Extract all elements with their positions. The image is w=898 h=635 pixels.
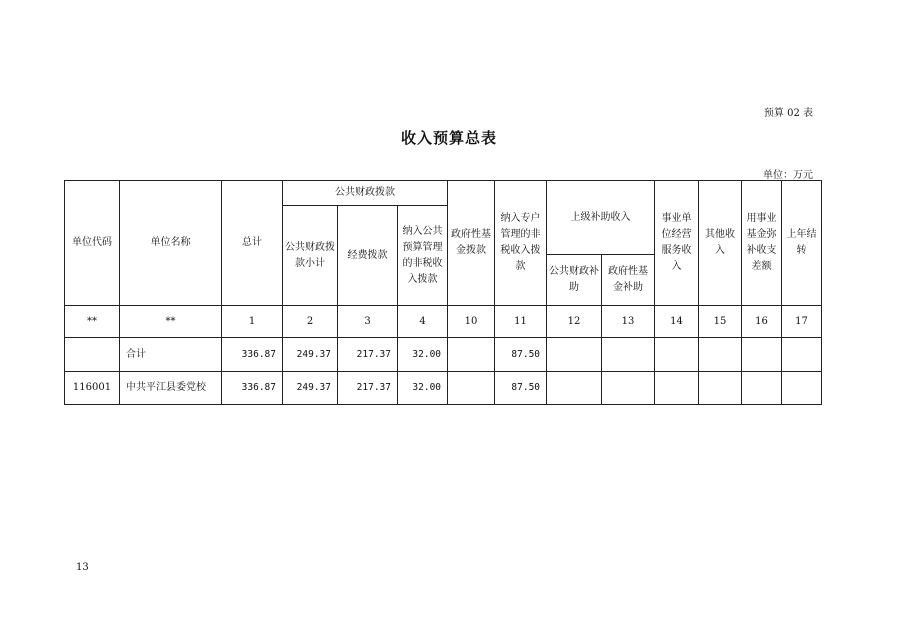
cell-ug-fund — [602, 372, 655, 405]
cell-pf-nontax: 32.00 — [398, 372, 448, 405]
index-cell: 3 — [338, 306, 398, 338]
cell-pf-nontax: 32.00 — [398, 338, 448, 372]
header-pf-subtotal: 公共财政拨款小计 — [283, 206, 338, 306]
index-cell: ** — [120, 306, 222, 338]
index-cell: 11 — [495, 306, 547, 338]
header-upper-grant: 上级补助收入 — [547, 181, 655, 255]
header-special-nontax: 纳入专户管理的非税收入拨款 — [495, 181, 547, 306]
page-number: 13 — [76, 562, 89, 573]
cell-gov-fund — [448, 338, 495, 372]
cell-ug-public — [547, 338, 602, 372]
header-other-income: 其他收入 — [699, 181, 742, 306]
header-carryover: 上年结转 — [782, 181, 822, 306]
cell-pf-subtotal: 249.37 — [283, 372, 338, 405]
cell-carryover — [782, 338, 822, 372]
index-cell: 14 — [655, 306, 699, 338]
index-cell: 2 — [283, 306, 338, 338]
cell-special-nontax: 87.50 — [495, 372, 547, 405]
header-gov-fund: 政府性基金拨款 — [448, 181, 495, 306]
index-cell: 4 — [398, 306, 448, 338]
index-cell: ** — [65, 306, 120, 338]
index-cell: 12 — [547, 306, 602, 338]
cell-business-service — [655, 338, 699, 372]
cell-other — [699, 338, 742, 372]
header-ug-fund: 政府性基金补助 — [602, 255, 655, 306]
index-cell: 13 — [602, 306, 655, 338]
cell-name: 合计 — [120, 338, 222, 372]
header-fund-cover: 用事业基金弥补收支差额 — [742, 181, 782, 306]
index-cell: 10 — [448, 306, 495, 338]
cell-total: 336.87 — [222, 372, 283, 405]
page-title: 收入预算总表 — [400, 129, 497, 147]
cell-gov-fund — [448, 372, 495, 405]
header-public-finance: 公共财政拨款 — [283, 181, 448, 206]
budget-table — [64, 180, 822, 405]
cell-pf-expense: 217.37 — [338, 372, 398, 405]
header-name: 单位名称 — [120, 181, 222, 306]
index-cell: 17 — [782, 306, 822, 338]
cell-other — [699, 372, 742, 405]
index-cell: 15 — [699, 306, 742, 338]
cell-carryover — [782, 372, 822, 405]
cell-code: 116001 — [65, 372, 120, 405]
header-ug-public: 公共财政补助 — [547, 255, 602, 306]
cell-business-service — [655, 372, 699, 405]
index-cell: 16 — [742, 306, 782, 338]
header-pf-expense: 经费拨款 — [338, 206, 398, 306]
table-row — [65, 372, 822, 405]
unit-label: 单位：万元 — [763, 170, 813, 181]
table-row-total — [65, 338, 822, 372]
header-total: 总计 — [222, 181, 283, 306]
header-pf-nontax: 纳入公共预算管理的非税收入拨款 — [398, 206, 448, 306]
cell-pf-subtotal: 249.37 — [283, 338, 338, 372]
cell-fund-cover — [742, 372, 782, 405]
form-number: 预算 02 表 — [763, 108, 813, 119]
index-row — [65, 306, 822, 338]
cell-code — [65, 338, 120, 372]
header-code: 单位代码 — [65, 181, 120, 306]
cell-pf-expense: 217.37 — [338, 338, 398, 372]
cell-special-nontax: 87.50 — [495, 338, 547, 372]
cell-ug-fund — [602, 338, 655, 372]
index-cell: 1 — [222, 306, 283, 338]
cell-total: 336.87 — [222, 338, 283, 372]
cell-ug-public — [547, 372, 602, 405]
header-business-service: 事业单位经营服务收入 — [655, 181, 699, 306]
cell-name: 中共平江县委党校 — [120, 372, 222, 405]
cell-fund-cover — [742, 338, 782, 372]
